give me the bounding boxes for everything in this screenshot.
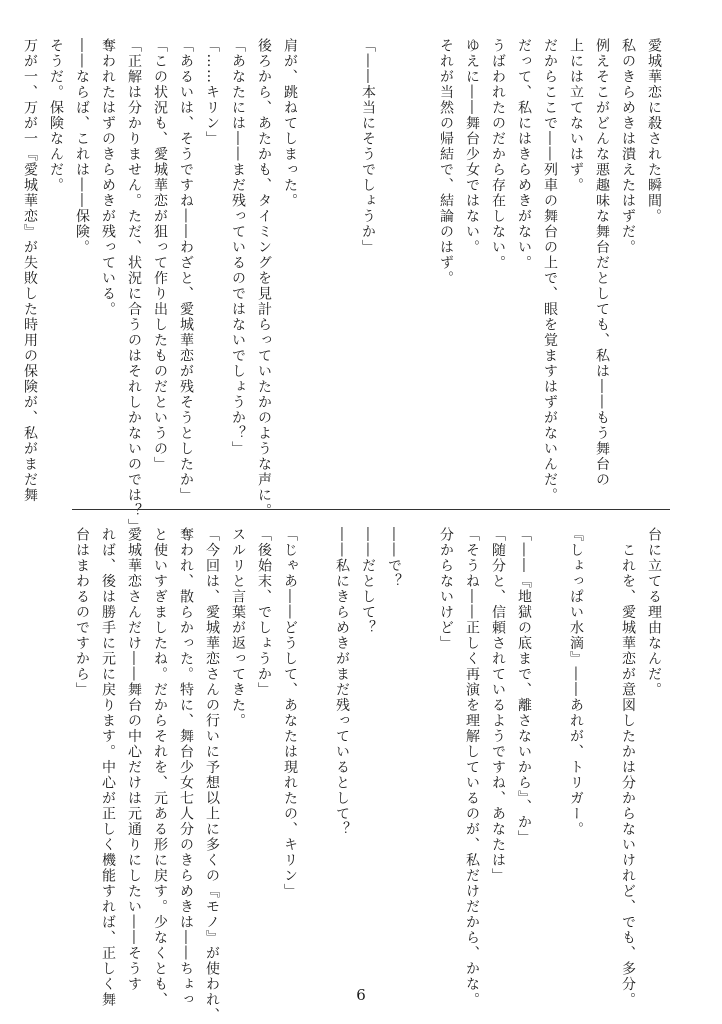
- text-line: そうだ。保険なんだ。: [48, 38, 64, 193]
- text-line: 肩が、跳ねてしまった。: [282, 38, 298, 209]
- text-line: これを、愛城華恋が意図したかは分からないけれど、でも、多分。: [620, 527, 636, 1008]
- text-line: [537, 527, 563, 977]
- text-line: 『しょっぱい水滴』――あれが、トリガー。: [568, 527, 584, 837]
- text-line: それが当然の帰結で、結論のはず。: [438, 38, 454, 286]
- text-line: 愛城華恋さんだけ――舞台の中心だけは元通りにしたい――そうす: [126, 527, 142, 992]
- section-divider: [72, 509, 670, 510]
- text-line: 奪われ、散らかった。特に、舞台少女七人分のきらめきは――ちょっ: [178, 527, 194, 1008]
- text-line: 例えそこがどんな悪趣味な舞台だとしても、私は――もう舞台の: [594, 38, 610, 488]
- text-line: ――で？: [386, 527, 402, 589]
- text-line: れば、後は勝手に元に戻ります。中心が正しく機能すれば、正しく舞: [100, 527, 116, 1008]
- text-line: ――だとして？: [360, 527, 376, 636]
- text-line: [589, 527, 615, 977]
- text-line: 「今回は、愛城華恋さんの行いに予想以上に多くの『モノ』が使われ、: [204, 527, 220, 1023]
- text-line: 奪われたはずのきらめきが残っている。: [100, 38, 116, 317]
- text-line: 愛城華恋に殺された瞬間。: [646, 38, 662, 224]
- text-line: [381, 38, 407, 488]
- text-line: 「随分と、信頼されているようですね、あなたは」: [490, 527, 506, 884]
- text-line: [303, 38, 329, 488]
- text-line: 「あなたには――まだ残っているのではないでしょうか？」: [230, 38, 246, 457]
- text-line: だからここで――列車の舞台の上で、眼を覚ますはずがないんだ。: [542, 38, 558, 503]
- text-line: [303, 527, 329, 977]
- text-line: と使いすぎましたね。だからそれを、元ある形に戻す。少なくとも、: [152, 527, 168, 1008]
- text-line: 私のきらめきは潰えたはずだ。: [620, 38, 636, 255]
- text-line: 「あるいは、そうですね――わざと、愛城華恋が残そうとしたか」: [178, 38, 194, 503]
- text-line: 台に立てる理由なんだ。: [646, 527, 662, 698]
- text-line: 後ろから、あたかも、タイミングを見計らっていたかのような声に。: [256, 38, 272, 519]
- text-line: [407, 527, 433, 977]
- top-text-block: [22, 38, 667, 534]
- text-line: 「この状況も、愛城華恋が狙って作り出したものだというの」: [152, 38, 168, 472]
- text-line: 台はまわるのですから」: [74, 527, 90, 698]
- text-line: うばわれたのだから存在しない。: [490, 38, 506, 271]
- text-line: 「正解は分かりません。ただ、状況に合うのはそれしかないのでは？」: [126, 38, 142, 534]
- text-line: スルリと言葉が返ってきた。: [230, 527, 246, 729]
- text-line: 「――『地獄の底まで、離さないから』、か」: [516, 527, 532, 846]
- text-line: 「……キリン」: [204, 38, 220, 147]
- text-line: 万が一、万が一『愛城華恋』が失敗した時用の保険が、私がまだ舞: [22, 38, 38, 503]
- text-line: 分からないけど」: [438, 527, 454, 651]
- bottom-text-block: [57, 527, 667, 1023]
- text-line: だって、私にはきらめきがない。: [516, 38, 532, 271]
- text-line: [407, 38, 433, 488]
- text-line: 「後始末、でしょうか」: [256, 527, 272, 698]
- page-number: 6: [356, 986, 366, 1004]
- text-line: 上には立てないはず。: [568, 38, 584, 193]
- text-line: 「そうね――正しく再演を理解しているのが、私だけだから、かな。: [464, 527, 480, 1008]
- text-line: ゆえに――舞台少女ではない。: [464, 38, 480, 255]
- text-line: 「じゃあ――どうして、あなたは現れたの、キリン」: [282, 527, 298, 899]
- text-line: 「――本当にそうでしょうか」: [360, 38, 376, 255]
- text-line: [329, 38, 355, 488]
- text-line: ――ならば、これは――保険。: [74, 38, 90, 255]
- text-line: ――私にきらめきがまだ残っているとして？: [334, 527, 350, 837]
